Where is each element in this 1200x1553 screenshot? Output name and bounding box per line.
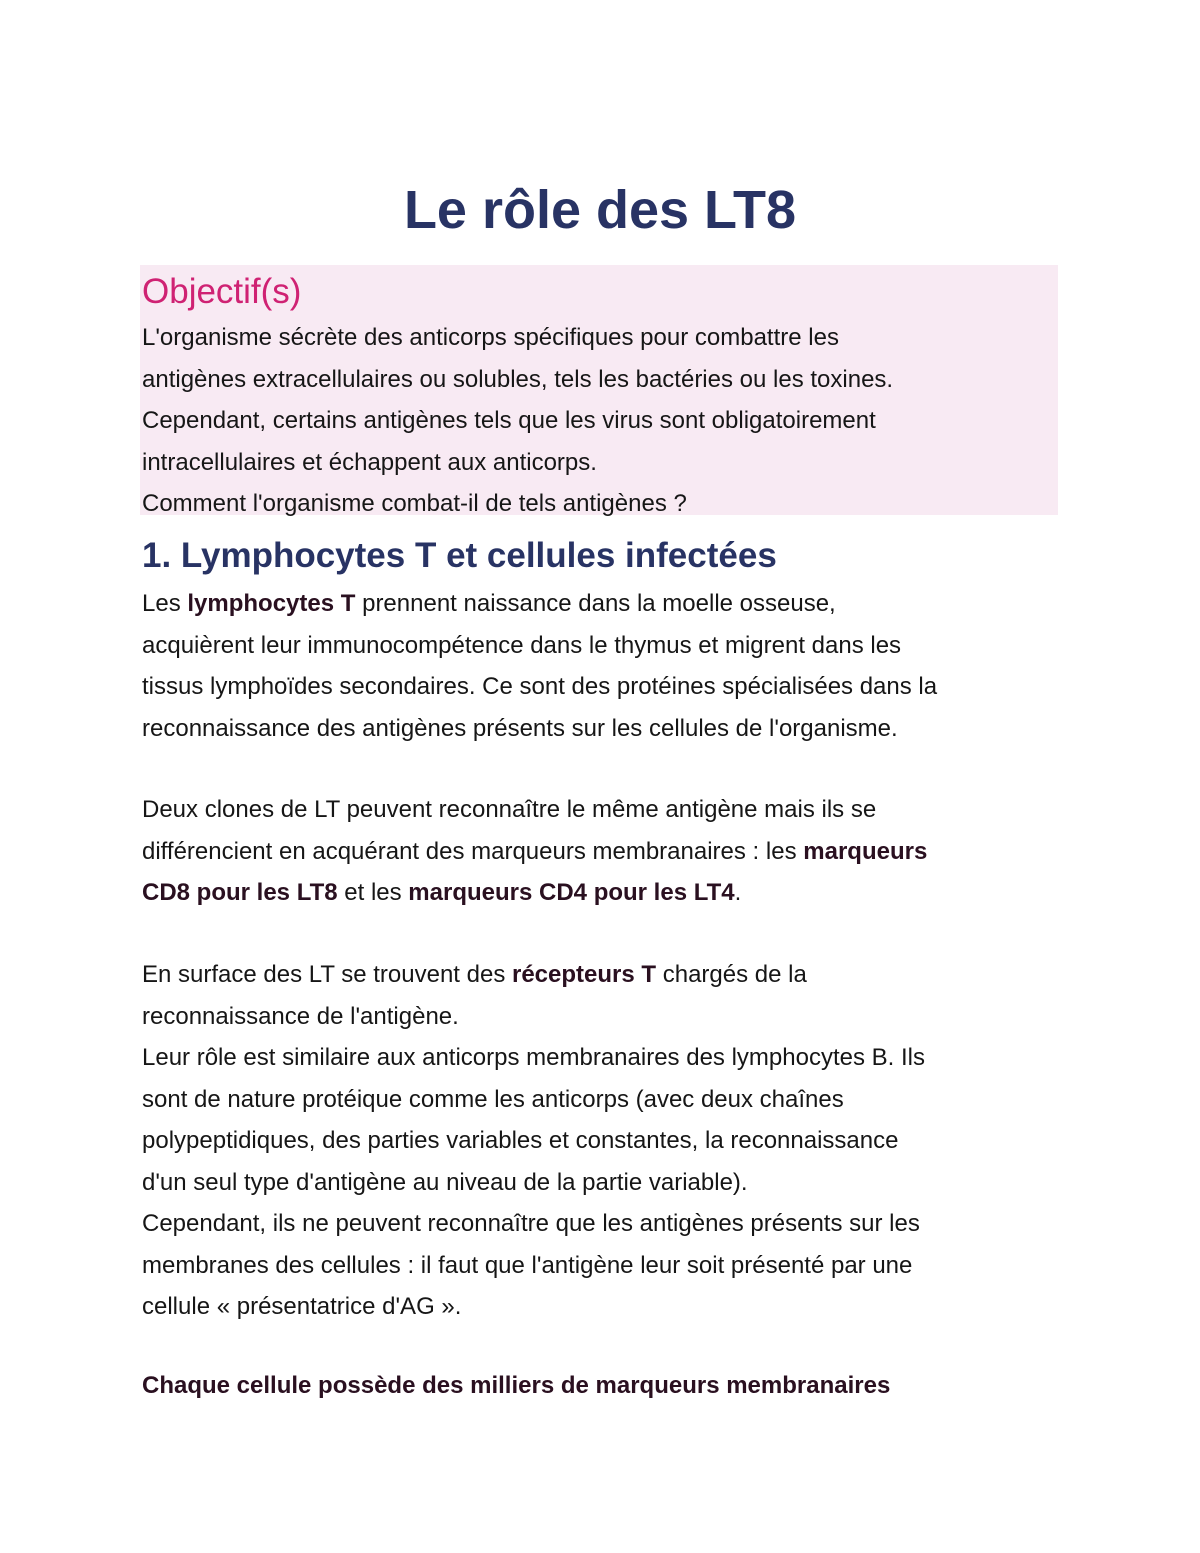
text-line xyxy=(142,872,1062,914)
section-heading: 1. Lymphocytes T et cellules infectées xyxy=(142,536,777,575)
text-span: prennent naissance dans la moelle osseuse, xyxy=(355,590,836,617)
text-line xyxy=(142,1365,1062,1407)
bold-term: CD8 pour les LT8 xyxy=(142,879,338,906)
text-span: différencient en acquérant des marqueurs membranaires : les xyxy=(142,837,804,865)
objective-line: Comment l'organisme combat-il de tels antigènes ? xyxy=(142,490,687,517)
text-line xyxy=(142,831,1062,873)
bold-term: marqueurs xyxy=(803,837,928,865)
objective-line: antigènes extracellulaires ou solubles, tels les bactéries ou les toxines. xyxy=(142,365,894,393)
text-line: Cependant, ils ne peuvent reconnaître que les antigènes présents sur les xyxy=(142,1210,920,1237)
text-line: reconnaissance de l'antigène. xyxy=(142,1002,459,1030)
paragraph-lymphocytes xyxy=(142,583,1062,749)
text-line: Leur rôle est similaire aux anticorps membranaires des lymphocytes B. Ils xyxy=(142,1044,925,1071)
bold-term: marqueurs CD4 pour les LT4 xyxy=(408,879,735,906)
text-line: cellule « présentatrice d'AG ». xyxy=(142,1293,462,1320)
text-span: En surface des LT se trouvent des xyxy=(142,961,512,988)
text-line: Deux clones de LT peuvent reconnaître le même antigène mais ils se xyxy=(142,796,877,823)
objective-heading: Objectif(s) xyxy=(142,272,302,311)
text-line xyxy=(142,583,1062,625)
text-line: sont de nature protéique comme les anticorps (avec deux chaînes xyxy=(142,1085,844,1113)
text-line: reconnaissance des antigènes présents sur les cellules de l'organisme. xyxy=(142,714,898,742)
text-line: polypeptidiques, des parties variables et constantes, la reconnaissance xyxy=(142,1127,899,1154)
text-line: membranes des cellules : il faut que l'antigène leur soit présenté par une xyxy=(142,1251,913,1279)
text-line: d'un seul type d'antigène au niveau de la partie variable). xyxy=(142,1168,748,1196)
objective-text xyxy=(142,317,1054,525)
bold-term: récepteurs T xyxy=(511,961,657,988)
objective-line: intracellulaires et échappent aux anticorps. xyxy=(142,448,597,476)
paragraph-receptors xyxy=(142,954,1062,1328)
objective-box xyxy=(140,265,1058,515)
bold-term: lymphocytes T xyxy=(187,590,356,617)
bold-term: Chaque cellule possède des milliers de marqueurs membranaires xyxy=(142,1372,891,1399)
text-line xyxy=(142,954,1062,996)
objective-line: L'organisme sécrète des anticorps spécifiques pour combattre les xyxy=(142,324,839,351)
objective-line: Cependant, certains antigènes tels que les virus sont obligatoirement xyxy=(142,407,876,434)
paragraph-markers xyxy=(142,1365,1062,1407)
text-line: acquièrent leur immunocompétence dans le thymus et migrent dans les xyxy=(142,631,902,659)
text-span: et les xyxy=(337,879,409,906)
text-span: . xyxy=(734,879,742,906)
page-title: Le rôle des LT8 xyxy=(403,180,797,240)
text-span: Les xyxy=(142,590,188,617)
paragraph-clones xyxy=(142,789,1062,914)
text-span: chargés de la xyxy=(656,961,807,988)
text-line: tissus lymphoïdes secondaires. Ce sont des protéines spécialisées dans la xyxy=(142,673,938,700)
